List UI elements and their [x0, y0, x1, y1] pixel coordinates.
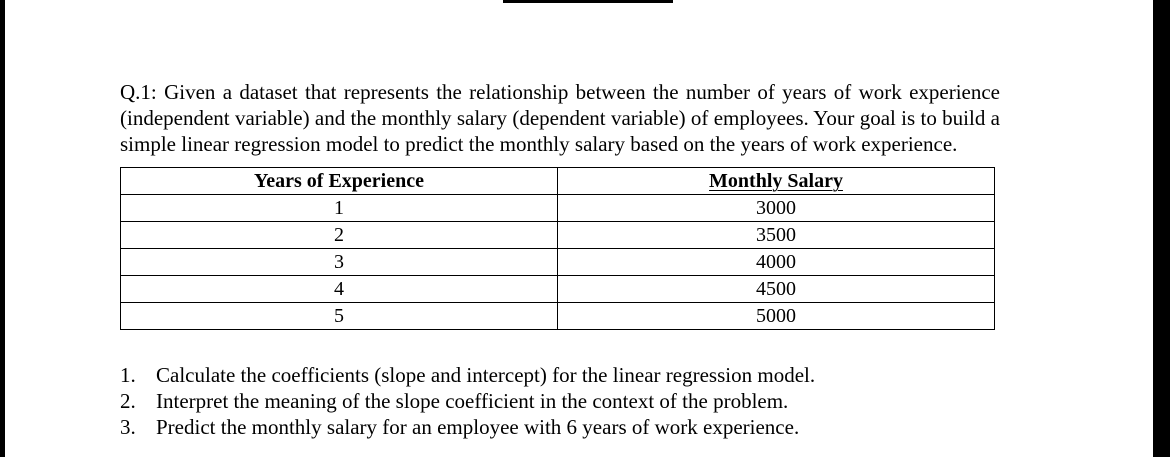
table-row	[121, 249, 995, 276]
table-header-row	[121, 168, 995, 195]
header-years-of-experience: Years of Experience	[121, 168, 558, 195]
table-row	[121, 303, 995, 330]
years-cell: 2	[121, 222, 558, 249]
task-list	[120, 362, 815, 440]
question-text: Q.1: Given a dataset that represents the relationship between the number of years of work experience (independent variable) and the monthly salary (dependent variable) of employees. Your goal is to build a simple linear regression model to predict the monthly salary based on the years of work experience.	[120, 80, 1000, 156]
list-item	[120, 414, 815, 440]
salary-cell: 3500	[558, 222, 995, 249]
years-cell: 4	[121, 276, 558, 303]
salary-cell: 4500	[558, 276, 995, 303]
years-cell: 1	[121, 195, 558, 222]
salary-cell: 5000	[558, 303, 995, 330]
task-text: Predict the monthly salary for an employee with 6 years of work experience.	[156, 415, 800, 439]
list-item	[120, 388, 815, 414]
task-text: Interpret the meaning of the slope coefficient in the context of the problem.	[156, 389, 789, 413]
list-item	[120, 362, 815, 388]
table-row	[121, 195, 995, 222]
header-monthly-salary: Monthly Salary	[558, 168, 995, 195]
task-number: 2.	[120, 389, 136, 413]
document-page	[5, 0, 1153, 457]
table-row	[121, 276, 995, 303]
task-text: Calculate the coefficients (slope and intercept) for the linear regression model.	[156, 363, 816, 387]
top-rule-divider	[503, 0, 673, 3]
salary-cell: 4000	[558, 249, 995, 276]
table-row	[121, 222, 995, 249]
task-number: 1.	[120, 363, 136, 387]
years-cell: 3	[121, 249, 558, 276]
years-cell: 5	[121, 303, 558, 330]
salary-cell: 3000	[558, 195, 995, 222]
experience-salary-table	[120, 167, 995, 330]
task-number: 3.	[120, 415, 136, 439]
